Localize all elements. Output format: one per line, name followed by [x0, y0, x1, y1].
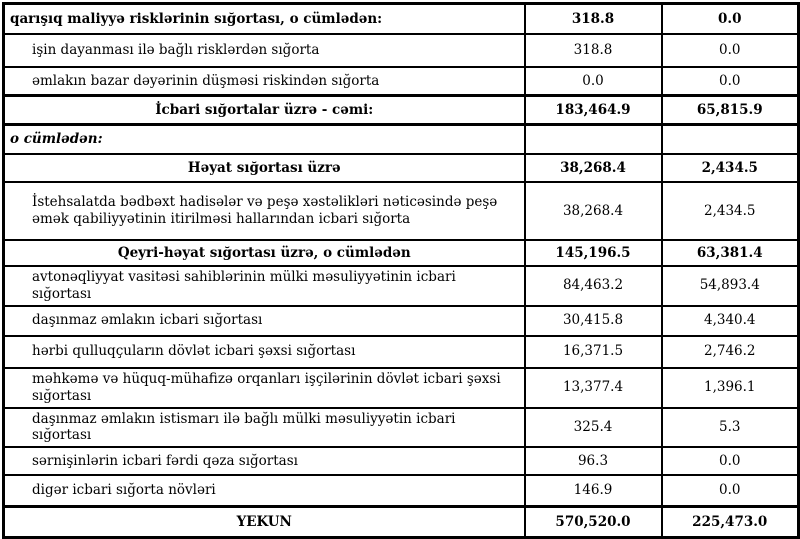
table-row	[4, 154, 799, 182]
table-row	[4, 266, 799, 306]
table-row	[4, 306, 799, 336]
row-value-col2: 63,381.4	[662, 240, 799, 266]
row-value-col2: 2,746.2	[662, 336, 799, 368]
row-label: İcbari sığortalar üzrə - cəmi:	[4, 96, 525, 125]
table-row	[4, 240, 799, 266]
row-value-col1: 13,377.4	[525, 368, 662, 408]
row-value-col1: 30,415.8	[525, 306, 662, 336]
row-label: Qeyri-həyat sığortası üzrə, o cümlədən	[4, 240, 525, 266]
row-value-col2: 65,815.9	[662, 96, 799, 125]
row-value-col2: 0.0	[662, 34, 799, 67]
table-body	[4, 4, 799, 538]
row-value-col1: 84,463.2	[525, 266, 662, 306]
row-value-col1: 16,371.5	[525, 336, 662, 368]
row-value-col1: 146.9	[525, 475, 662, 507]
table-row	[4, 96, 799, 125]
row-value-col2: 5.3	[662, 408, 799, 448]
row-value-col2: 0.0	[662, 475, 799, 507]
row-value-col2: 0.0	[662, 67, 799, 96]
table-row	[4, 336, 799, 368]
row-value-col2: 0.0	[662, 447, 799, 475]
row-label: məhkəmə və hüquq-mühafizə orqanları işçilərinin dövlət icbari şəxsi sığortası	[4, 368, 525, 408]
row-value-col1: 38,268.4	[525, 182, 662, 240]
row-label: hərbi qulluqçuların dövlət icbari şəxsi sığortası	[4, 336, 525, 368]
row-value-col2: 2,434.5	[662, 154, 799, 182]
row-label: o cümlədən:	[4, 125, 525, 155]
row-value-col1: 318.8	[525, 4, 662, 35]
table-row	[4, 475, 799, 507]
row-value-col1: 145,196.5	[525, 240, 662, 266]
row-value-col2: 0.0	[662, 4, 799, 35]
table-row	[4, 447, 799, 475]
row-label: İstehsalatda bədbəxt hadisələr və peşə xəstəlikləri nəticəsində peşə əmək qabiliyyətinin itirilməsi hallarından icbari sığorta	[4, 182, 525, 240]
row-value-col2: 225,473.0	[662, 507, 799, 538]
table-row	[4, 125, 799, 155]
row-value-col1: 570,520.0	[525, 507, 662, 538]
row-label: işin dayanması ilə bağlı risklərdən sığorta	[4, 34, 525, 67]
row-label: avtonəqliyyat vasitəsi sahiblərinin mülki məsuliyyətinin icbari sığortası	[4, 266, 525, 306]
table-row	[4, 507, 799, 538]
row-label: YEKUN	[4, 507, 525, 538]
row-value-col1	[525, 125, 662, 155]
row-label: əmlakın bazar dəyərinin düşməsi riskindən sığorta	[4, 67, 525, 96]
row-value-col1: 318.8	[525, 34, 662, 67]
row-value-col2: 1,396.1	[662, 368, 799, 408]
row-value-col2: 54,893.4	[662, 266, 799, 306]
compulsory-insurance-table	[2, 2, 800, 539]
table-row	[4, 34, 799, 67]
row-label: Həyat sığortası üzrə	[4, 154, 525, 182]
row-value-col1: 38,268.4	[525, 154, 662, 182]
row-label: qarışıq maliyyə risklərinin sığortası, o cümlədən:	[4, 4, 525, 35]
row-label: digər icbari sığorta növləri	[4, 475, 525, 507]
table-row	[4, 408, 799, 448]
row-value-col2: 2,434.5	[662, 182, 799, 240]
row-value-col1: 96.3	[525, 447, 662, 475]
row-value-col1: 183,464.9	[525, 96, 662, 125]
row-value-col1: 325.4	[525, 408, 662, 448]
row-value-col1: 0.0	[525, 67, 662, 96]
table-row	[4, 182, 799, 240]
row-value-col2: 4,340.4	[662, 306, 799, 336]
table-row	[4, 4, 799, 35]
table-row	[4, 368, 799, 408]
row-label: sərnişinlərin icbari fərdi qəza sığortası	[4, 447, 525, 475]
row-label: daşınmaz əmlakın icbari sığortası	[4, 306, 525, 336]
table-row	[4, 67, 799, 96]
row-value-col2	[662, 125, 799, 155]
row-label: daşınmaz əmlakın istismarı ilə bağlı mülki məsuliyyətin icbari sığortası	[4, 408, 525, 448]
